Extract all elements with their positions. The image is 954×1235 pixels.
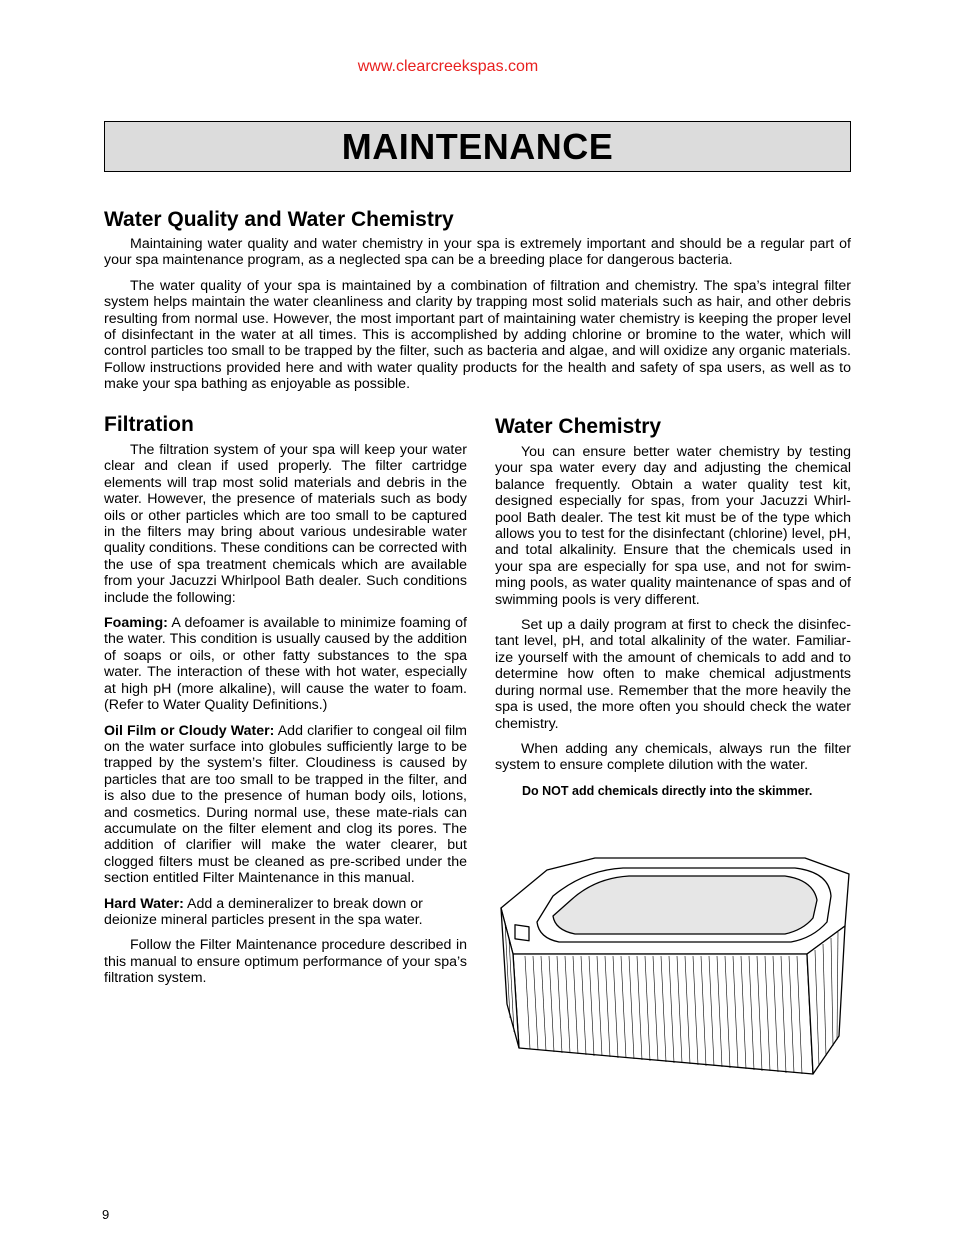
foaming-paragraph xyxy=(104,615,467,713)
hard-water-label: Hard Water: xyxy=(104,895,184,912)
spa-cover xyxy=(553,876,817,934)
page-number: 9 xyxy=(102,1207,110,1222)
header-url[interactable]: www.clearcreekspas.com xyxy=(357,58,539,75)
hard-water-paragraph xyxy=(104,896,467,929)
water-quality-paragraph-1: Maintaining water quality and water chemistry in your spa is extremely important and should be a regular part of your spa maintenance program, as a neglected spa can be a breeding place for dangerous bacteria. xyxy=(104,236,851,269)
title-banner xyxy=(104,121,851,172)
filtration-heading: Filtration xyxy=(104,413,194,436)
oil-film-label: Oil Film or Cloudy Water: xyxy=(104,722,275,739)
water-chemistry-paragraph-2: Set up a daily program at first to check the disinfec-tant level, pH, and total alkalinity of the water. Familiar-ize yourself with the amount of chemicals to add and to determine how often to make chemical adjustments during normal use. Remember that the more heavily the spa is used, the more often you should check the water chemistry. xyxy=(495,617,851,732)
water-quality-heading: Water Quality and Water Chemistry xyxy=(104,208,454,231)
water-chemistry-heading: Water Chemistry xyxy=(495,415,662,438)
oil-film-paragraph xyxy=(104,723,467,887)
water-chemistry-paragraph-3: When adding any chemicals, always run the filter system to ensure complete dilution with the water. xyxy=(495,740,851,774)
page-title: MAINTENANCE xyxy=(341,125,614,167)
section-filtration xyxy=(104,413,467,987)
hard-water-text: Add a demineralizer to break down or deionize mineral particles present in the spa water. xyxy=(104,895,423,928)
water-chemistry-paragraph-1: You can ensure better water chemistry by testing your spa water every day and adjusting the chemical balance frequently. Obtain a water quality test kit, designed especially for spas, from your Jacuzzi Whirl-pool Bath dealer. The test kit must be of the type which allows you to test for the disinfectant (chlorine) level, pH, and total alkalinity. Ensure that the chemicals used in your spa are especially for spa use, and not for swim-ming pools, as water quality maintenance of spas and of swimming pools is very different. xyxy=(495,444,851,608)
oil-film-text: Add clarifier to congeal oil film on the water surface into globules sufficiently large to be trapped by the system’s filter. Cloudiness is caused by particles that are too small to be trapped in the filter, and is also due to the presence of human body oils, lotions, and cosmetics. During normal use, these mate-rials can accumulate on the filter element and clog its pores. The addition of clarifier will make the water clearer, but clogged filters must be cleaned as pre-scribed under the section entitled Filter Maintenance in this manual. xyxy=(104,722,467,887)
foaming-label: Foaming: xyxy=(104,615,168,632)
foaming-text: A defoamer is available to minimize foaming of the water. This condition is usually caused by the addition of soaps or oils, or other fatty substances to the spa water. The interaction of these with hot water, especially at high pH (more alkaline), will cause the water to foam. (Refer to Water Quality Definitions.) xyxy=(104,615,467,714)
skimmer-warning: Do NOT add chemicals directly into the skimmer. xyxy=(522,783,813,798)
spa-tub-illustration xyxy=(495,848,851,1078)
section-water-chemistry xyxy=(495,415,851,799)
filtration-closing: Follow the Filter Maintenance procedure described in this manual to ensure optimum performance of your spa’s filtration system. xyxy=(104,937,467,987)
section-water-quality xyxy=(104,208,851,393)
water-quality-paragraph-2: The water quality of your spa is maintained by a combination of filtration and chemistry. The spa’s integral filter system helps maintain the water cleanliness and clarity by trapping most solid materials such as hair, and other debris resulting from normal use. However, the most important part of maintaining water chemistry is keeping the proper level of disinfectant in the water at all times. This is accomplished by adding chlorine or bromine to the water, which will control particles too small to be trapped by the filter, such as bacteria and algae, and will oxidize any organic materials. Follow instructions provided here and with water quality products for the health and safety of spa users, as well as to make your spa bathing as enjoyable as possible. xyxy=(104,277,851,393)
filtration-intro: The filtration system of your spa will keep your water clear and clean if used properly. The filter cartridge elements will trap most solid materials and debris in the water. However, the presence of materials such as body oils or other particles which are too small to be captured in the filters may bring about various undesirable water quality conditions. These conditions can be corrected with the use of spa treatment chemicals which are available from your Jacuzzi Whirlpool Bath dealer. Such conditions include the following: xyxy=(104,442,467,606)
